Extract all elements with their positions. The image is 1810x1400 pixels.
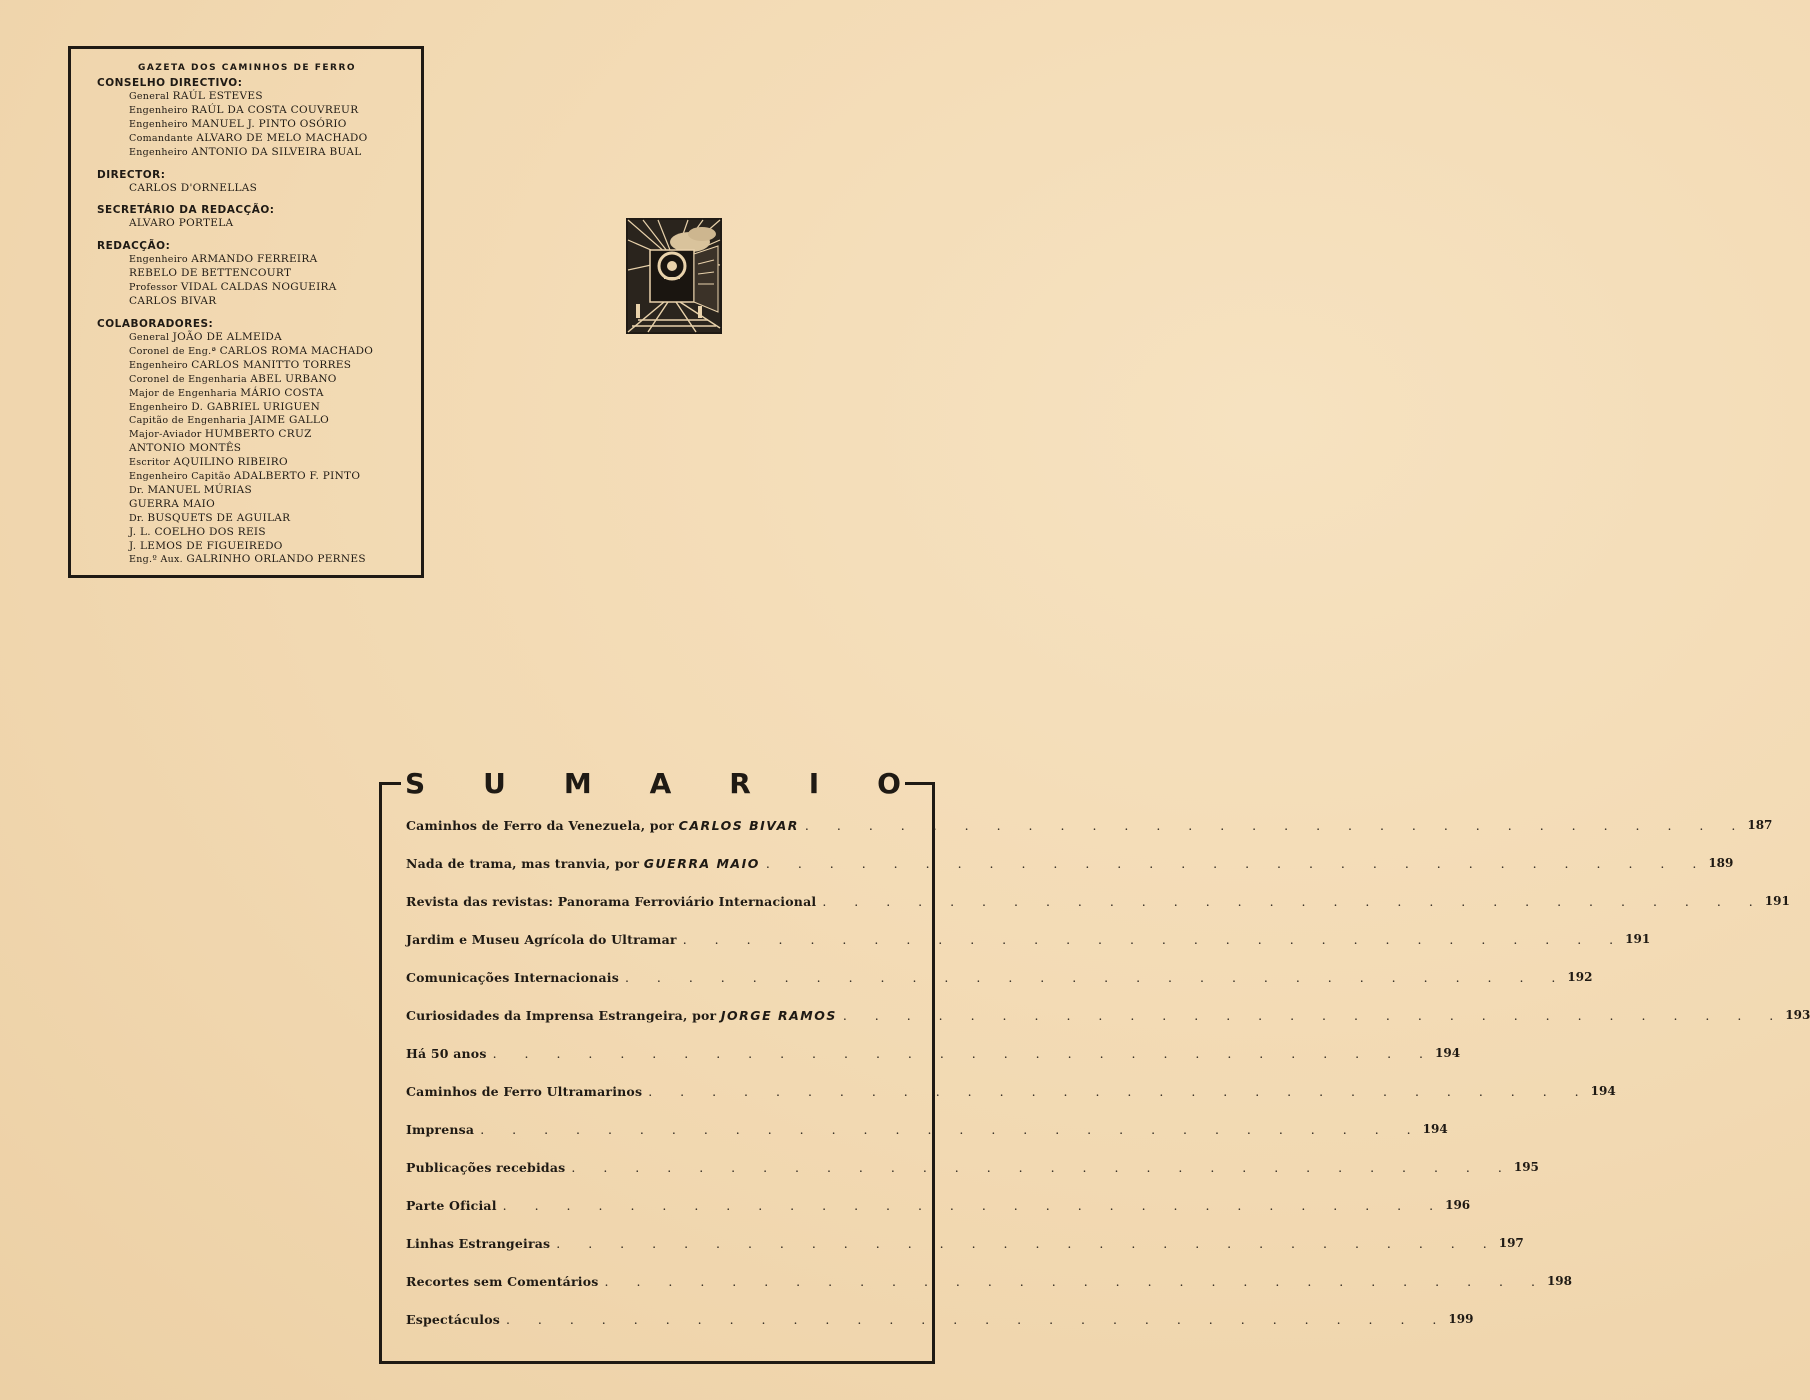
dot-leader: . . . . . . . . . . . . . . . . . . . . . . . . . . . . . .	[804, 818, 1748, 833]
toc-entry-page: 196	[1445, 1198, 1471, 1212]
summary-title-letter: A	[649, 766, 672, 800]
staff-name: JOÃO DE ALMEIDA	[172, 330, 283, 343]
toc-entry-author: CARLOS BIVAR	[678, 818, 799, 833]
toc-entry-page: 193	[1785, 1008, 1810, 1022]
toc-entry-title: Publicações recebidas	[406, 1160, 566, 1175]
staff-title: Coronel de Eng.ª	[129, 345, 220, 357]
dot-leader: . . . . . . . . . . . . . . . . . . . . . . . . . . . . . .	[502, 1198, 1446, 1213]
staff-title: Engenheiro	[129, 146, 192, 158]
staff-member	[129, 373, 411, 387]
staff-name: CARLOS ROMA MACHADO	[219, 344, 374, 357]
staff-name: MÁRIO COSTA	[240, 386, 324, 399]
staff-title: Engenheiro	[129, 401, 192, 413]
staff-name: D. GABRIEL URIGUEN	[191, 400, 321, 413]
staff-member	[129, 456, 411, 470]
staff-name: REBELO DE BETTENCOURT	[129, 267, 292, 280]
staff-title: Engenheiro	[129, 254, 192, 266]
staff-member	[129, 345, 411, 359]
toc-entry	[406, 1312, 1474, 1350]
staff-name: ALVARO PORTELA	[129, 217, 234, 230]
toc-entry	[406, 818, 1773, 856]
staff-title: Eng.º Aux.	[129, 554, 187, 566]
masthead-section	[97, 204, 411, 231]
dot-leader: . . . . . . . . . . . . . . . . . . . . . . . . . . . . . .	[765, 856, 1709, 871]
toc-entry	[406, 1274, 1572, 1312]
masthead-box	[68, 46, 424, 578]
toc-entry-title: Parte Oficial	[406, 1198, 497, 1213]
staff-member	[129, 401, 411, 415]
masthead-section	[97, 77, 411, 160]
masthead-section	[97, 169, 411, 196]
staff-title: Engenheiro	[129, 359, 192, 371]
toc-entry-page: 199	[1448, 1312, 1474, 1326]
heading-rule-right	[905, 782, 935, 785]
staff-member	[129, 484, 411, 498]
staff-title: Escritor	[129, 457, 174, 469]
toc-entry-title: Recortes sem Comentários	[406, 1274, 599, 1289]
toc-entry-title: Curiosidades da Imprensa Estrangeira, por JORGE RAMOS	[406, 1008, 837, 1023]
staff-name: BUSQUETS DE AGUILAR	[147, 511, 291, 524]
toc-entry-page: 195	[1513, 1160, 1539, 1174]
staff-member	[129, 470, 411, 484]
toc-entry-page: 194	[1590, 1084, 1616, 1098]
summary-title-letter: S	[405, 766, 426, 800]
toc-entry-author: GUERRA MAIO	[643, 856, 760, 871]
staff-title: Comandante	[129, 132, 197, 144]
toc-entry	[406, 856, 1734, 894]
toc-entry-author: JORGE RAMOS	[720, 1008, 837, 1023]
staff-member	[129, 387, 411, 401]
dot-leader: . . . . . . . . . . . . . . . . . . . . . . . . . . . . . .	[682, 932, 1626, 947]
staff-title: Major de Engenharia	[129, 387, 241, 399]
staff-member	[129, 118, 411, 132]
staff-member	[129, 553, 411, 567]
toc-entry	[406, 1046, 1461, 1084]
toc-entry	[406, 932, 1651, 970]
toc-entry	[406, 1008, 1810, 1046]
staff-name: ABEL URBANO	[250, 372, 337, 385]
staff-name: HUMBERTO CRUZ	[204, 428, 312, 441]
staff-title: Engenheiro	[129, 118, 192, 130]
section-heading: REDACÇÃO:	[97, 240, 171, 253]
toc-entry-title: Imprensa	[406, 1122, 475, 1137]
dot-leader: . . . . . . . . . . . . . . . . . . . . . . . . . . . . . .	[842, 1008, 1786, 1023]
masthead-sections	[97, 77, 411, 567]
staff-member	[129, 442, 411, 456]
staff-title: Major-Aviador	[129, 429, 205, 441]
table-of-contents	[379, 766, 1810, 1364]
summary-title	[401, 767, 905, 800]
staff-member	[129, 281, 411, 295]
staff-title: Engenheiro	[129, 104, 192, 116]
summary-title-letter: M	[563, 766, 592, 800]
toc-entry-page: 194	[1435, 1046, 1461, 1060]
staff-name: GUERRA MAIO	[129, 497, 216, 510]
staff-name: CARLOS D'ORNELLAS	[129, 181, 258, 194]
staff-member	[129, 526, 411, 540]
dot-leader: . . . . . . . . . . . . . . . . . . . . . . . . . . . . . .	[624, 970, 1568, 985]
section-heading: SECRETÁRIO DA REDACÇÃO:	[97, 204, 275, 217]
staff-name: ARMANDO FERREIRA	[191, 253, 318, 266]
staff-name: JAIME GALLO	[249, 414, 330, 427]
toc-entry-title: Caminhos de Ferro da Venezuela, por CARLOS BIVAR	[406, 818, 799, 833]
staff-name: VIDAL CALDAS NOGUEIRA	[180, 281, 337, 294]
summary-title-letter: I	[808, 766, 820, 800]
staff-title: General	[129, 91, 173, 102]
toc-entry-title: Comunicações Internacionais	[406, 970, 619, 985]
staff-title: Dr.	[129, 512, 148, 524]
publication-title: GAZETA DOS CAMINHOS DE FERRO	[137, 63, 357, 73]
staff-member	[129, 414, 411, 428]
staff-name: CARLOS BIVAR	[129, 295, 217, 308]
staff-title: General	[129, 331, 173, 343]
staff-name: ADALBERTO F. PINTO	[233, 470, 361, 483]
section-heading: DIRECTOR:	[97, 168, 166, 181]
heading-rule-left	[379, 782, 401, 785]
staff-member	[129, 146, 411, 160]
toc-entry	[406, 970, 1593, 1008]
staff-member	[129, 217, 411, 231]
dot-leader: . . . . . . . . . . . . . . . . . . . . . . . . . . . . . .	[604, 1274, 1547, 1289]
toc-entry	[406, 1236, 1524, 1274]
toc-entry-page: 187	[1747, 818, 1773, 832]
staff-name: ANTONIO DA SILVEIRA BUAL	[191, 145, 362, 158]
section-heading: CONSELHO DIRECTIVO:	[97, 77, 243, 89]
staff-name: RAÚL DA COSTA COUVREUR	[191, 103, 359, 116]
dot-leader: . . . . . . . . . . . . . . . . . . . . . . . . . . . . . .	[492, 1046, 1436, 1061]
toc-entry	[406, 1160, 1539, 1198]
toc-entry-title: Espectáculos	[406, 1312, 500, 1327]
summary-title-letter: R	[729, 766, 751, 800]
staff-member	[129, 540, 411, 554]
staff-name: J. L. COELHO DOS REIS	[129, 525, 266, 538]
dot-leader: . . . . . . . . . . . . . . . . . . . . . . . . . . . . . .	[822, 894, 1765, 909]
staff-member	[129, 132, 411, 146]
staff-name: CARLOS MANITTO TORRES	[191, 358, 352, 371]
staff-member	[129, 182, 411, 196]
toc-entry-page: 191	[1625, 932, 1651, 946]
toc-entry-page: 189	[1708, 856, 1734, 870]
section-heading: COLABORADORES:	[97, 317, 214, 330]
summary-title-letter: U	[483, 766, 506, 800]
staff-member	[129, 331, 411, 345]
locomotive-woodcut-icon	[626, 218, 722, 334]
summary-title-letter: O	[877, 766, 901, 800]
staff-member	[129, 104, 411, 118]
staff-member	[129, 253, 411, 267]
dot-leader: . . . . . . . . . . . . . . . . . . . . . . . . . . . . . .	[480, 1122, 1423, 1137]
dot-leader: . . . . . . . . . . . . . . . . . . . . . . . . . . . . . .	[571, 1160, 1514, 1175]
staff-member	[129, 512, 411, 526]
toc-entry-page: 197	[1498, 1236, 1524, 1250]
toc-entry-page: 198	[1546, 1274, 1572, 1288]
toc-entry-title: Caminhos de Ferro Ultramarinos	[406, 1084, 643, 1099]
toc-entry-title: Revista das revistas: Panorama Ferroviário Internacional	[406, 894, 817, 909]
dot-leader: . . . . . . . . . . . . . . . . . . . . . . . . . . . . . .	[505, 1312, 1449, 1327]
staff-title: Capitão de Engenharia	[129, 415, 250, 427]
staff-name: ANTONIO MONTÊS	[129, 442, 242, 455]
staff-member	[129, 267, 411, 281]
staff-name: MANUEL MÚRIAS	[147, 483, 253, 496]
summary-heading	[379, 768, 935, 798]
dot-leader: . . . . . . . . . . . . . . . . . . . . . . . . . . . . . .	[648, 1084, 1591, 1099]
masthead-section	[97, 318, 411, 567]
staff-title: Dr.	[129, 484, 148, 496]
toc-entry	[406, 1122, 1448, 1160]
toc-entry	[406, 894, 1790, 932]
toc-entry-title: Linhas Estrangeiras	[406, 1236, 551, 1251]
staff-name: MANUEL J. PINTO OSÓRIO	[191, 117, 347, 130]
staff-name: AQUILINO RIBEIRO	[173, 456, 288, 469]
toc-entry-title: Há 50 anos	[406, 1046, 487, 1061]
staff-name: RAÚL ESTEVES	[172, 90, 263, 102]
masthead-section	[97, 240, 411, 309]
staff-member	[129, 359, 411, 373]
toc-entry-title: Nada de trama, mas tranvia, por GUERRA MAIO	[406, 856, 760, 871]
staff-member	[129, 498, 411, 512]
staff-title: Engenheiro Capitão	[129, 471, 234, 483]
staff-name: ALVARO DE MELO MACHADO	[196, 131, 368, 144]
staff-title: Professor	[129, 282, 181, 294]
toc-list	[406, 818, 1810, 1350]
staff-member	[129, 295, 411, 309]
toc-entry-page: 192	[1567, 970, 1593, 984]
staff-name: J. LEMOS DE FIGUEIREDO	[129, 539, 283, 552]
toc-entry	[406, 1084, 1616, 1122]
dot-leader: . . . . . . . . . . . . . . . . . . . . . . . . . . . . . .	[556, 1236, 1499, 1251]
toc-entry-title: Jardim e Museu Agrícola do Ultramar	[406, 932, 677, 947]
toc-entry	[406, 1198, 1471, 1236]
toc-entry-page: 194	[1422, 1122, 1448, 1136]
toc-entry-page: 191	[1764, 894, 1790, 908]
staff-member	[129, 428, 411, 442]
staff-title: Coronel de Engenharia	[129, 373, 251, 385]
staff-name: GALRINHO ORLANDO PERNES	[186, 553, 366, 566]
staff-member	[129, 90, 411, 104]
